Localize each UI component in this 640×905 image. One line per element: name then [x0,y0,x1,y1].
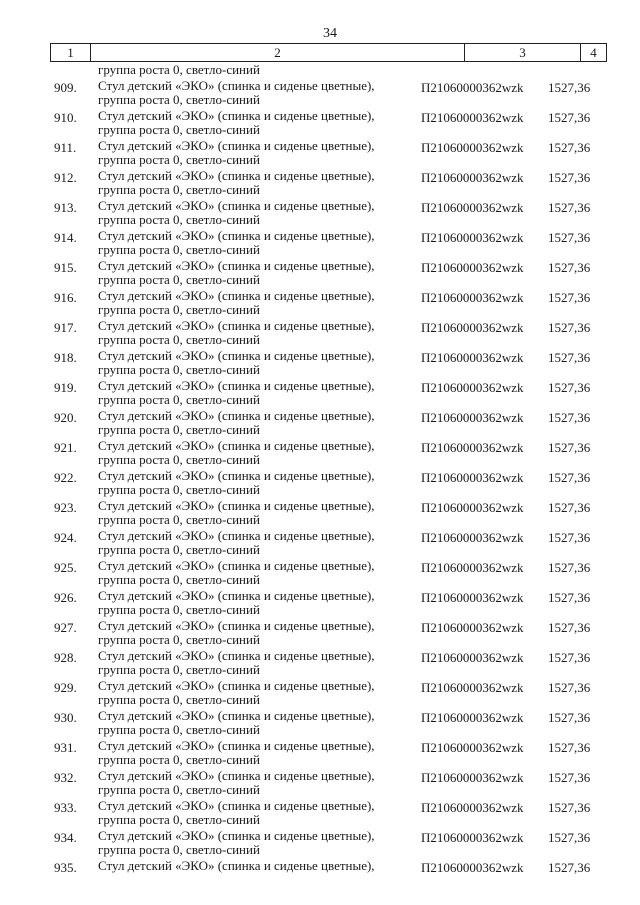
item-price: 1527,36 [548,680,591,695]
row-number: 912. [54,170,77,185]
item-code: П21060000362wzk [421,320,524,335]
item-price: 1527,36 [548,500,591,515]
item-description-continued: группа роста 0, светло-синий [98,752,260,767]
table-row [0,798,640,828]
item-description-continued: группа роста 0, светло-синий [98,182,260,197]
item-description: Стул детский «ЭКО» (спинка и сиденье цветные), [98,168,375,183]
item-code: П21060000362wzk [421,470,524,485]
item-code: П21060000362wzk [421,500,524,515]
column-header-1: 1 [50,44,90,61]
item-code: П21060000362wzk [421,230,524,245]
item-description: Стул детский «ЭКО» (спинка и сиденье цветные), [98,108,375,123]
table-row [0,468,640,498]
table-row [0,168,640,198]
item-description-continued: группа роста 0, светло-синий [98,152,260,167]
item-description: Стул детский «ЭКО» (спинка и сиденье цветные), [98,858,375,873]
item-description-continued: группа роста 0, светло-синий [98,542,260,557]
item-code: П21060000362wzk [421,110,524,125]
item-description-continued: группа роста 0, светло-синий [98,602,260,617]
item-description-continued: группа роста 0, светло-синий [98,782,260,797]
item-description: Стул детский «ЭКО» (спинка и сиденье цветные), [98,528,375,543]
item-code: П21060000362wzk [421,590,524,605]
item-price: 1527,36 [548,470,591,485]
item-description-continued: группа роста 0, светло-синий [98,812,260,827]
table-row [0,108,640,138]
row-number: 925. [54,560,77,575]
item-description: Стул детский «ЭКО» (спинка и сиденье цветные), [98,828,375,843]
table-row [0,738,640,768]
row-number: 929. [54,680,77,695]
item-price: 1527,36 [548,830,591,845]
item-price: 1527,36 [548,560,591,575]
row-number: 918. [54,350,77,365]
row-number: 920. [54,410,77,425]
item-description: Стул детский «ЭКО» (спинка и сиденье цветные), [98,588,375,603]
row-number: 910. [54,110,77,125]
item-price: 1527,36 [548,410,591,425]
item-description: Стул детский «ЭКО» (спинка и сиденье цветные), [98,198,375,213]
item-price: 1527,36 [548,320,591,335]
table-row [0,408,640,438]
table-row [0,708,640,738]
item-description-continued: группа роста 0, светло-синий [98,662,260,677]
item-description: Стул детский «ЭКО» (спинка и сиденье цветные), [98,138,375,153]
table-row [0,378,640,408]
item-price: 1527,36 [548,710,591,725]
row-number: 932. [54,770,77,785]
row-number: 923. [54,500,77,515]
continuation-text: группа роста 0, светло-синий [98,62,260,77]
item-description-continued: группа роста 0, светло-синий [98,722,260,737]
item-description-continued: группа роста 0, светло-синий [98,842,260,857]
item-code: П21060000362wzk [421,860,524,875]
item-price: 1527,36 [548,110,591,125]
item-description-continued: группа роста 0, светло-синий [98,422,260,437]
row-number: 921. [54,440,77,455]
item-description: Стул детский «ЭКО» (спинка и сиденье цветные), [98,318,375,333]
item-description: Стул детский «ЭКО» (спинка и сиденье цветные), [98,678,375,693]
row-number: 927. [54,620,77,635]
item-description-continued: группа роста 0, светло-синий [98,362,260,377]
row-number: 913. [54,200,77,215]
table-row [0,288,640,318]
item-description: Стул детский «ЭКО» (спинка и сиденье цветные), [98,348,375,363]
table-row [0,228,640,258]
item-description: Стул детский «ЭКО» (спинка и сиденье цветные), [98,258,375,273]
row-number: 934. [54,830,77,845]
table-row [0,648,640,678]
table-header [50,43,607,62]
item-description: Стул детский «ЭКО» (спинка и сиденье цветные), [98,738,375,753]
row-number: 933. [54,800,77,815]
item-code: П21060000362wzk [421,770,524,785]
table-row [0,78,640,108]
row-number: 930. [54,710,77,725]
item-price: 1527,36 [548,80,591,95]
item-price: 1527,36 [548,530,591,545]
row-number: 928. [54,650,77,665]
row-number: 935. [54,860,77,875]
item-description: Стул детский «ЭКО» (спинка и сиденье цветные), [98,798,375,813]
item-code: П21060000362wzk [421,410,524,425]
item-description: Стул детский «ЭКО» (спинка и сиденье цветные), [98,288,375,303]
item-price: 1527,36 [548,380,591,395]
item-description-continued: группа роста 0, светло-синий [98,122,260,137]
item-price: 1527,36 [548,740,591,755]
table-row [0,858,640,888]
item-price: 1527,36 [548,800,591,815]
row-number: 919. [54,380,77,395]
item-price: 1527,36 [548,170,591,185]
item-code: П21060000362wzk [421,560,524,575]
table-row [0,138,640,168]
table-row [0,828,640,858]
item-code: П21060000362wzk [421,740,524,755]
column-header-2: 2 [90,44,464,61]
item-description-continued: группа роста 0, светло-синий [98,452,260,467]
item-code: П21060000362wzk [421,620,524,635]
item-code: П21060000362wzk [421,200,524,215]
item-description: Стул детский «ЭКО» (спинка и сиденье цветные), [98,558,375,573]
item-code: П21060000362wzk [421,680,524,695]
item-description-continued: группа роста 0, светло-синий [98,242,260,257]
item-price: 1527,36 [548,770,591,785]
item-description-continued: группа роста 0, светло-синий [98,212,260,227]
table-row [0,618,640,648]
table-row [0,528,640,558]
table-row [0,438,640,468]
page-number: 34 [323,26,337,41]
item-code: П21060000362wzk [421,650,524,665]
item-description: Стул детский «ЭКО» (спинка и сиденье цветные), [98,438,375,453]
item-description-continued: группа роста 0, светло-синий [98,92,260,107]
item-description-continued: группа роста 0, светло-синий [98,692,260,707]
row-number: 922. [54,470,77,485]
item-price: 1527,36 [548,620,591,635]
item-price: 1527,36 [548,290,591,305]
row-number: 926. [54,590,77,605]
item-description: Стул детский «ЭКО» (спинка и сиденье цветные), [98,498,375,513]
item-price: 1527,36 [548,440,591,455]
item-description: Стул детский «ЭКО» (спинка и сиденье цветные), [98,78,375,93]
item-description-continued: группа роста 0, светло-синий [98,572,260,587]
item-code: П21060000362wzk [421,380,524,395]
row-number: 914. [54,230,77,245]
row-number: 931. [54,740,77,755]
table-row [0,588,640,618]
item-description: Стул детский «ЭКО» (спинка и сиденье цветные), [98,648,375,663]
item-price: 1527,36 [548,260,591,275]
item-price: 1527,36 [548,350,591,365]
table-row [0,318,640,348]
row-number: 911. [54,140,77,155]
row-number: 924. [54,530,77,545]
item-description: Стул детский «ЭКО» (спинка и сиденье цветные), [98,618,375,633]
item-code: П21060000362wzk [421,170,524,185]
column-header-3: 3 [464,44,580,61]
item-code: П21060000362wzk [421,140,524,155]
item-code: П21060000362wzk [421,530,524,545]
table-body [0,78,640,888]
item-price: 1527,36 [548,590,591,605]
item-description: Стул детский «ЭКО» (спинка и сиденье цветные), [98,408,375,423]
table-row [0,198,640,228]
column-header-4: 4 [580,44,607,61]
item-code: П21060000362wzk [421,290,524,305]
row-number: 917. [54,320,77,335]
item-description: Стул детский «ЭКО» (спинка и сиденье цветные), [98,768,375,783]
item-description-continued: группа роста 0, светло-синий [98,392,260,407]
item-description-continued: группа роста 0, светло-синий [98,512,260,527]
row-number: 916. [54,290,77,305]
table-row [0,678,640,708]
item-description-continued: группа роста 0, светло-синий [98,302,260,317]
item-price: 1527,36 [548,650,591,665]
item-description-continued: группа роста 0, светло-синий [98,272,260,287]
item-code: П21060000362wzk [421,350,524,365]
table-row [0,768,640,798]
item-code: П21060000362wzk [421,830,524,845]
item-code: П21060000362wzk [421,260,524,275]
item-description: Стул детский «ЭКО» (спинка и сиденье цветные), [98,468,375,483]
table-row [0,558,640,588]
item-description-continued: группа роста 0, светло-синий [98,332,260,347]
item-description: Стул детский «ЭКО» (спинка и сиденье цветные), [98,378,375,393]
item-description: Стул детский «ЭКО» (спинка и сиденье цветные), [98,228,375,243]
table-row [0,258,640,288]
item-price: 1527,36 [548,200,591,215]
item-description-continued: группа роста 0, светло-синий [98,632,260,647]
item-code: П21060000362wzk [421,80,524,95]
row-number: 915. [54,260,77,275]
item-description: Стул детский «ЭКО» (спинка и сиденье цветные), [98,708,375,723]
table-row [0,498,640,528]
item-price: 1527,36 [548,230,591,245]
item-price: 1527,36 [548,860,591,875]
item-code: П21060000362wzk [421,800,524,815]
item-code: П21060000362wzk [421,440,524,455]
item-price: 1527,36 [548,140,591,155]
table-row [0,348,640,378]
item-description-continued: группа роста 0, светло-синий [98,482,260,497]
item-code: П21060000362wzk [421,710,524,725]
row-number: 909. [54,80,77,95]
